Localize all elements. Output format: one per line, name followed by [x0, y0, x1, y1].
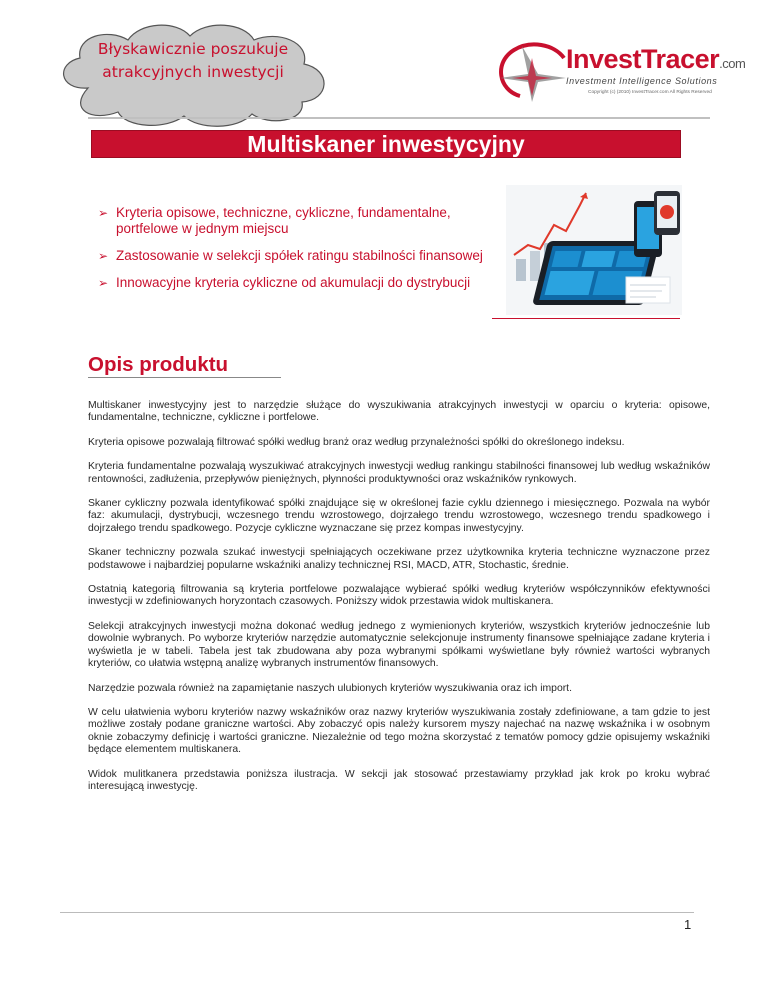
feature-divider: [492, 318, 680, 319]
paragraph: Skaner techniczny pozwala szukać inwestycji spełniających oczekiwane przez użytkownika kryteria techniczne wyznaczone przez podstawowe i najbardziej popularne wskaźniki analizy technicznej RSI, MACD, ATR, Stochastic, średnie.: [88, 547, 710, 571]
logo-name: [566, 44, 745, 75]
paragraph: W celu ułatwienia wyboru kryteriów nazwy wskaźników oraz nazwy kryteriów wyszukiwania zostały zdefiniowane, a tam gdzie to jest możliwe zostały podane graniczne wartości. Aby zobaczyć opis należy kursorem myszy najechać na nazwę wskaźnika i w osobnym oknie zobaczymy definicję i wartości graniczne. Niezależnie od tego można skorzystać z tematów pomocy gdzie opisujemy wskaźniki będące elementem multiskanera.: [88, 706, 710, 756]
feature-item: [98, 248, 498, 264]
feature-text: Kryteria opisowe, techniczne, cykliczne, fundamentalne, portfelowe w jednym miejscu: [116, 205, 451, 236]
paragraph: Widok mulitkanera przedstawia poniższa ilustracja. W sekcji jak stosować przestawiamy przykład jak krok po kroku wybrać interesującą inwestycję.: [88, 768, 710, 792]
feature-item: [98, 275, 498, 291]
logo-name-invest: Invest: [566, 44, 642, 74]
paragraph: Skaner cykliczny pozwala identyfikować spółki znajdujące się w określonej fazie cyklu dziennego i miesięcznego. Pozwala na wybór faz: akumulacji, dystrybucji, wczesnego trendu wzrostowego, dojrzałego trendu wzrostowego, wczesnego trendu spadkowego i dojrzałego trendu spadkowego. Pozycje cykliczne wyznaczane się przez kompas inwestycyjny.: [88, 498, 710, 534]
feature-list: [98, 205, 498, 302]
cloud-text: [58, 38, 328, 84]
paragraph: Narzędzie pozwala również na zapamiętanie naszych ulubionych kryteriów wyszukiwania oraz ich import.: [88, 682, 572, 694]
section-divider: [88, 377, 281, 378]
feature-item: [98, 205, 498, 237]
body-text: [88, 400, 710, 805]
section-title: Opis produktu: [88, 353, 229, 376]
page-number: 1: [684, 917, 692, 932]
paragraph: Selekcji atrakcyjnych inwestycji można dokonać według jednego z wymienionych kryteriów, wszystkich kryteriów jednocześnie lub dowolnie wybranych. Po wyborze kryteriów narzędzie automatycznie selekcjonuje instrumenty finansowe spełniające zadane kryteria i wyświetla je w tabeli. Tabela jest tak zbudowana aby poza wybranymi spółkami wyświetlane były również wartości wybranych kryteriów, co ułatwia wstępną analizę wybranych instrumentów finansowych.: [88, 620, 710, 670]
logo-name-tracer: Tracer: [641, 44, 720, 74]
header-divider: [88, 117, 710, 119]
paragraph: Kryteria opisowe pozwalają filtrować spółki według branż oraz według przynależności spółki do określonego indeksu.: [88, 436, 625, 448]
paragraph: Multiskaner inwestycyjny jest to narzędzie służące do wyszukiwania atrakcyjnych inwestycji w oparciu o kryteria: opisowe, fundamentalne, techniczne, cykliczne i portfelowe.: [88, 400, 710, 424]
arrow-bullet-icon: ➢: [98, 276, 109, 290]
feature-text: Innowacyjne kryteria cykliczne od akumulacji do dystrybucji: [116, 275, 471, 290]
paragraph: Kryteria fundamentalne pozwalają wyszukiwać atrakcyjnych inwestycji według rankingu stabilności finansowej lub według wskaźników rentowności, zadłużenia, przepływów pieniężnych, płynności produktywności oraz wskaźników rynkowych.: [88, 461, 710, 485]
page-title-banner: Multiskaner inwestycyjny: [91, 130, 681, 158]
tablet-chart-illustration: [506, 185, 682, 315]
logo-tagline: Investment Intelligence Solutions: [566, 76, 718, 86]
footer-divider: [60, 912, 694, 913]
arrow-bullet-icon: ➢: [98, 249, 109, 263]
arrow-bullet-icon: ➢: [98, 206, 109, 220]
logo-copyright: Copyright (c) (2010) InvestTracer.com All Rights Reserved: [588, 90, 712, 95]
cloud-line-2: atrakcyjnych inwestycji: [102, 63, 284, 81]
logo-name-domain: .com: [719, 56, 746, 71]
feature-text: Zastosowanie w selekcji spółek ratingu stabilności finansowej: [116, 248, 483, 263]
cloud-line-1: Błyskawicznie poszukuje: [97, 40, 289, 58]
paragraph: Ostatnią kategorią filtrowania są kryteria portfelowe pozwalające wybierać spółki według kryteriów współczynników efektywności inwestycji w zdefiniowanych horyzontach czasowych. Poniższy widok przestawia widok multiskanera.: [88, 584, 710, 608]
